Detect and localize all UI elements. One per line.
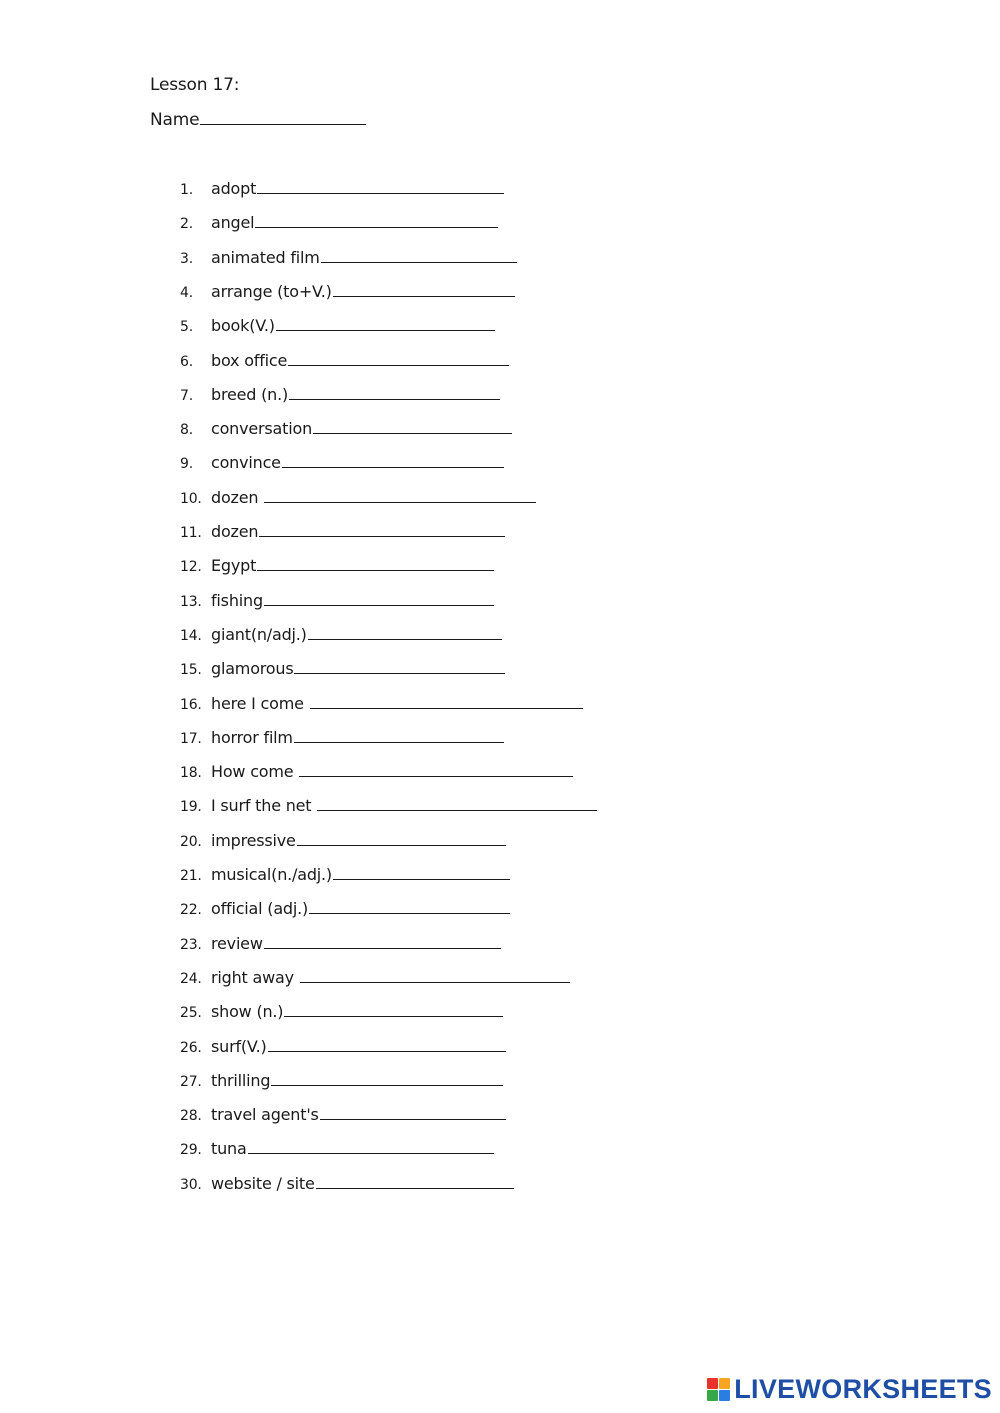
item-word: animated film [211,247,320,267]
list-item [180,795,597,817]
answer-blank-line[interactable] [294,727,504,743]
answer-blank-line[interactable] [333,281,515,297]
item-word: I surf the net [211,796,317,816]
item-word: website / site [211,1173,315,1193]
logo-icon [707,1378,730,1401]
item-word: review [211,933,263,953]
item-word: adopt [211,179,257,198]
answer-blank-line[interactable] [316,1173,514,1189]
list-item [180,1036,506,1058]
item-word: convince [211,453,281,473]
item-number: 17. [180,730,202,747]
answer-blank-line[interactable] [320,1104,506,1120]
answer-blank-line[interactable] [300,967,570,983]
answer-blank-line[interactable] [288,350,509,366]
item-number: 25. [180,1005,202,1022]
name-blank-line[interactable] [200,109,366,125]
item-number: 2. [180,216,193,233]
list-item [180,315,495,337]
item-word: surf(V.) [211,1036,267,1056]
item-word: Egypt [211,556,257,576]
list-item [180,898,510,920]
item-word: thrilling [211,1070,271,1090]
item-word: dozen [211,522,259,541]
list-item [180,624,502,646]
item-number: 28. [180,1108,202,1125]
list-item [180,247,517,269]
list-item [180,967,570,989]
item-word: official (adj.) [211,899,309,919]
item-word: angel [211,213,255,233]
list-item [180,555,494,577]
item-word: conversation [211,419,313,439]
item-number: 4. [180,284,193,301]
answer-blank-line[interactable] [257,178,504,194]
item-number: 1. [180,182,193,198]
item-number: 30. [180,1176,202,1193]
answer-blank-line[interactable] [264,487,536,503]
list-item [180,590,494,612]
list-item [180,350,509,372]
answer-blank-line[interactable] [299,761,573,777]
item-number: 11. [180,525,202,541]
item-number: 19. [180,799,202,816]
answer-blank-line[interactable] [276,315,495,331]
logo-icon-tile [719,1378,730,1389]
logo-icon-tile [719,1390,730,1401]
answer-blank-line[interactable] [308,624,502,640]
item-number: 22. [180,902,202,919]
list-item [180,1001,503,1023]
logo-text: LIVEWORKSHEETS [734,1374,992,1404]
item-number: 16. [180,696,202,713]
item-number: 5. [180,319,193,336]
item-number: 29. [180,1142,202,1159]
item-word: dozen [211,487,264,507]
list-item [180,727,504,749]
list-item [180,830,506,852]
item-number: 8. [180,422,193,439]
answer-blank-line[interactable] [313,418,512,434]
item-word: arrange (to+V.) [211,281,332,301]
item-word: How come [211,762,299,782]
answer-blank-line[interactable] [294,658,505,674]
item-word: box office [211,350,288,370]
list-item [180,1104,506,1126]
item-number: 12. [180,559,202,576]
list-item [180,178,504,200]
item-word: fishing [211,590,263,610]
item-number: 14. [180,627,202,644]
item-number: 10. [180,490,202,507]
answer-blank-line[interactable] [321,247,517,263]
list-item [180,1070,503,1092]
item-number: 9. [180,456,193,473]
logo-icon-tile [707,1390,718,1401]
answer-blank-line[interactable] [257,555,494,571]
item-word: breed (n.) [211,384,289,404]
list-item [180,212,498,234]
item-word: travel agent's [211,1105,319,1125]
item-number: 13. [180,593,202,610]
name-field[interactable] [150,109,366,130]
list-item [180,281,515,303]
item-number: 24. [180,970,202,987]
answer-blank-line[interactable] [271,1070,503,1086]
list-item [180,418,512,440]
item-number: 20. [180,833,202,850]
list-item [180,658,505,680]
item-number: 27. [180,1073,202,1090]
answer-blank-line[interactable] [297,830,506,846]
answer-blank-line[interactable] [282,452,504,468]
list-item [180,864,510,886]
answer-blank-line[interactable] [289,384,500,400]
list-item [180,693,583,715]
item-word: horror film [211,727,293,747]
item-word: tuna [211,1139,247,1159]
item-word: impressive [211,830,296,850]
answer-blank-line[interactable] [333,864,510,880]
item-number: 23. [180,936,202,953]
answer-blank-line[interactable] [268,1036,506,1052]
item-number: 6. [180,353,193,370]
item-word: right away [211,967,299,987]
answer-blank-line[interactable] [264,933,501,949]
item-number: 26. [180,1039,202,1056]
answer-blank-line[interactable] [310,693,583,709]
answer-blank-line[interactable] [309,898,510,914]
list-item [180,933,501,955]
lesson-title: Lesson 17: [150,75,240,95]
list-item [180,487,536,509]
item-word: show (n.) [211,1002,284,1022]
item-word: here I come [211,693,309,713]
name-label: Name [150,110,200,130]
item-word: glamorous [211,659,294,679]
logo-icon-tile [707,1378,718,1389]
answer-blank-line[interactable] [248,1138,494,1154]
list-item [180,384,500,406]
list-item [180,761,573,783]
item-number: 21. [180,868,202,884]
item-word: musical(n./adj.) [211,865,332,884]
item-number: 15. [180,662,202,679]
answer-blank-line[interactable] [255,212,498,228]
item-number: 3. [180,250,193,267]
item-word: book(V.) [211,316,275,336]
list-item [180,1138,494,1160]
item-number: 18. [180,765,202,782]
list-item [180,521,505,543]
item-word: giant(n/adj.) [211,624,307,644]
answer-blank-line[interactable] [264,590,494,606]
answer-blank-line[interactable] [317,795,597,811]
item-number: 7. [180,387,193,404]
answer-blank-line[interactable] [259,521,505,537]
answer-blank-line[interactable] [284,1001,503,1017]
liveworksheets-logo [707,1374,992,1405]
list-item [180,1173,514,1195]
list-item [180,452,504,474]
